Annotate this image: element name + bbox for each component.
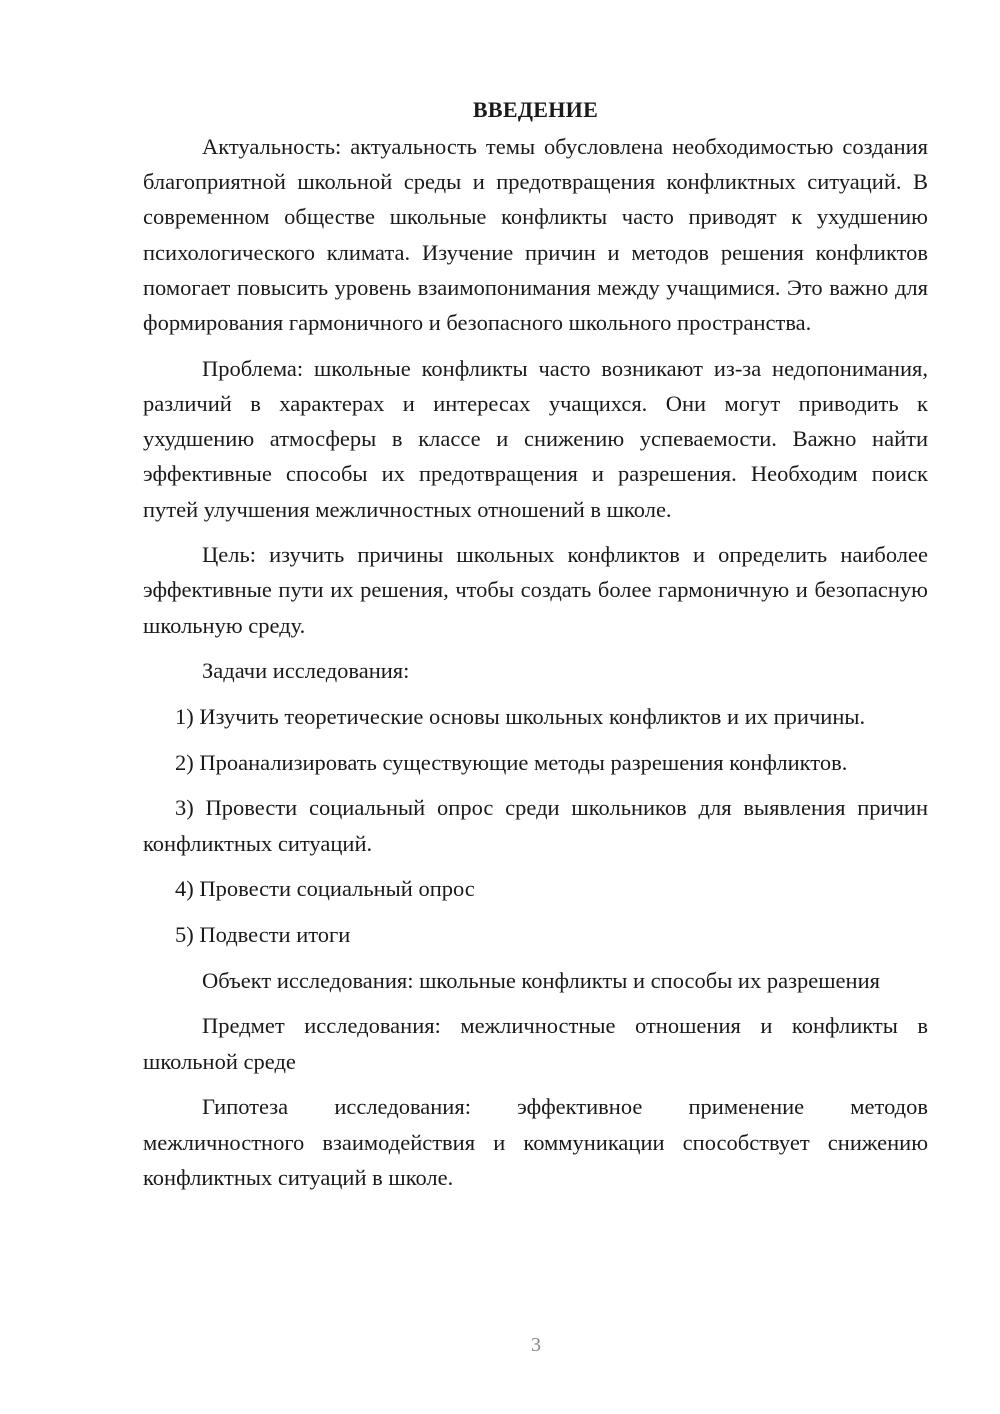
task-item-2: 2) Проанализировать существующие методы разрешения конфликтов. xyxy=(175,749,848,775)
task-item-1: 1) Изучить теоретические основы школьных конфликтов и их причины. xyxy=(175,704,866,730)
paragraph-tasks-heading: Задачи исследования: xyxy=(202,658,410,684)
page-number: 3 xyxy=(531,1334,541,1356)
paragraph-hypothesis: Гипотеза исследования: эффективное применение методов межличностного взаимодействия и коммуникации способствует снижению конфликтных ситуаций в школе. xyxy=(143,1094,928,1190)
paragraph-goal: Цель: изучить причины школьных конфликтов и определить наиболее эффективные пути их решения, чтобы создать более гармоничную и безопасную школьную среду. xyxy=(143,542,928,638)
paragraph-relevance: Актуальность: актуальность темы обусловлена необходимостью создания благоприятной школьной среды и предотвращения конфликтных ситуаций. В современном обществе школьные конфликты часто приводят к ухудшению психологического климата. Изучение причин и методов решения конфликтов помогает повысить уровень взаимопонимания между учащимися. Это важно для формирования гармоничного и безопасного школьного пространства. xyxy=(143,134,928,336)
section-title: ВВЕДЕНИЕ xyxy=(472,97,599,122)
task-item-5: 5) Подвести итоги xyxy=(175,922,351,948)
document-page xyxy=(143,92,928,1195)
paragraph-problem: Проблема: школьные конфликты часто возникают из-за недопонимания, различий в характерах и интересах учащихся. Они могут приводить к ухудшению атмосферы в классе и снижению успеваемости. Важно найти эффективные способы их предотвращения и разрешения. Необходим поиск путей улучшения межличностных отношений в школе. xyxy=(143,355,928,522)
paragraph-subject: Предмет исследования: межличностные отношения и конфликты в школьной среде xyxy=(143,1013,928,1074)
task-item-4: 4) Провести социальный опрос xyxy=(175,876,475,902)
paragraph-object: Объект исследования: школьные конфликты и способы их разрешения xyxy=(202,967,880,993)
task-item-3: 3) Провести социальный опрос среди школьников для выявления причин конфликтных ситуаций. xyxy=(143,795,928,856)
